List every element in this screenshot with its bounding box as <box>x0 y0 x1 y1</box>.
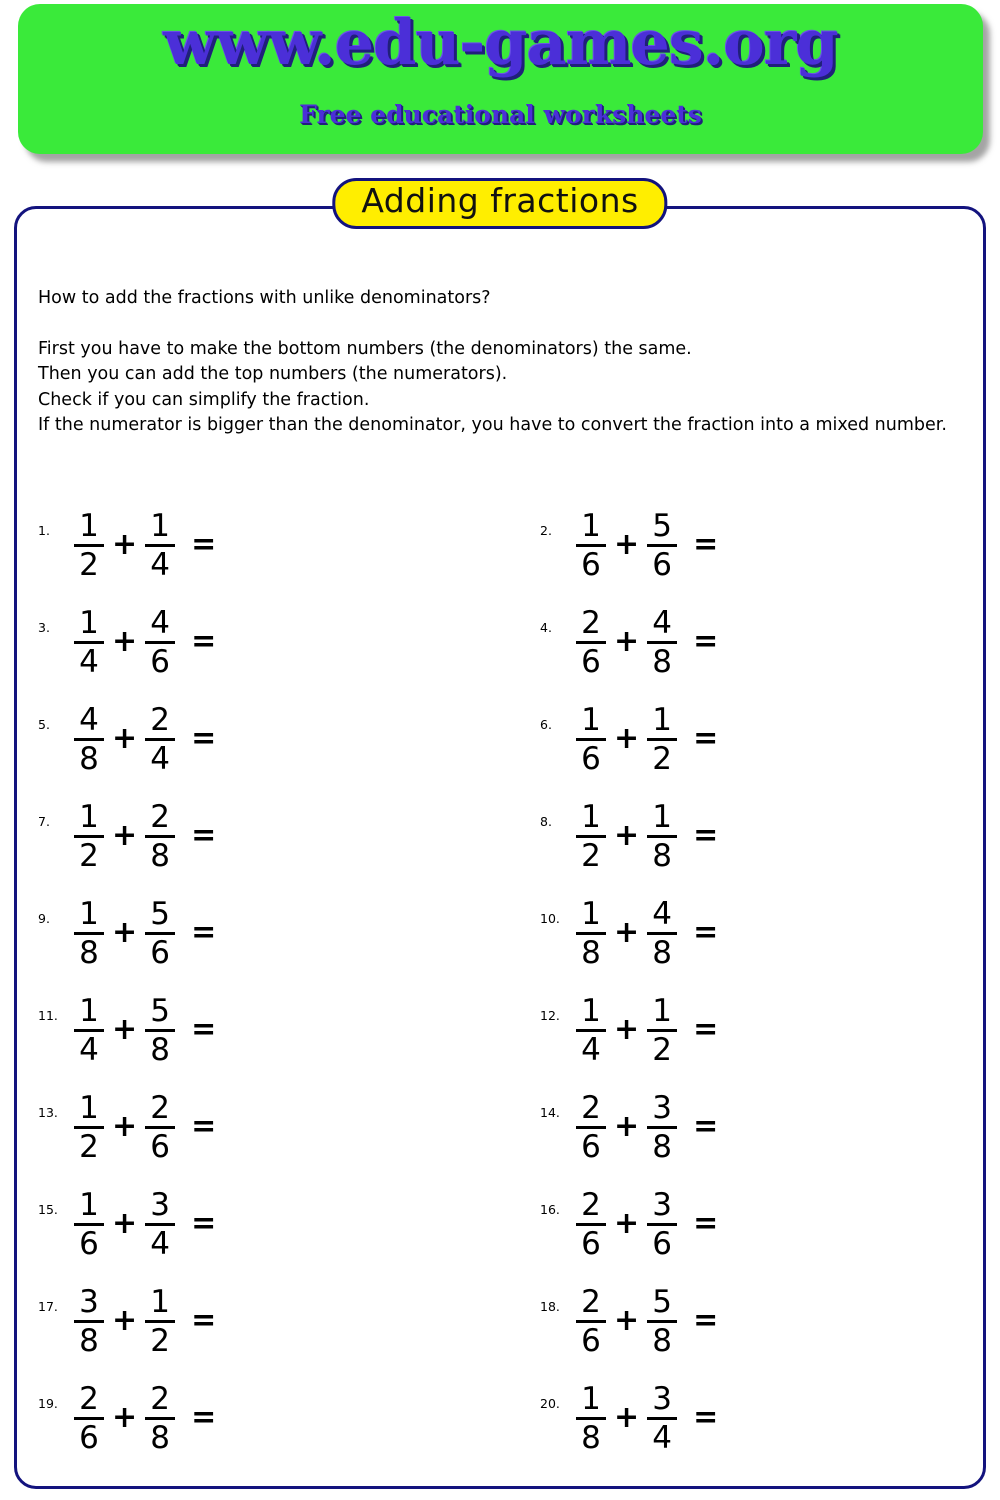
denominator: 6 <box>150 1128 170 1165</box>
fraction-second <box>645 509 679 582</box>
numerator: 1 <box>79 507 99 544</box>
plus-operator: + <box>614 527 640 562</box>
problem-expression <box>72 1281 216 1357</box>
fraction-first <box>72 509 106 582</box>
problem-row <box>0 1087 1000 1184</box>
numerator: 4 <box>79 701 99 738</box>
problem-item[interactable] <box>540 699 718 796</box>
numerator: 3 <box>652 1089 672 1126</box>
plus-operator: + <box>614 1400 640 1435</box>
problem-number: 1. <box>38 523 50 538</box>
equals-sign: = <box>693 1303 719 1338</box>
problem-item[interactable] <box>38 505 216 602</box>
numerator: 4 <box>652 604 672 641</box>
fraction-first <box>72 994 106 1067</box>
denominator: 4 <box>581 1031 601 1068</box>
denominator: 8 <box>79 934 99 971</box>
numerator: 1 <box>581 895 601 932</box>
instructions-step-1: First you have to make the bottom numbers (the denominators) the same. <box>38 338 692 359</box>
denominator: 4 <box>150 1225 170 1262</box>
equals-sign: = <box>693 624 719 659</box>
numerator: 2 <box>79 1380 99 1417</box>
problem-item[interactable] <box>38 990 216 1087</box>
plus-operator: + <box>614 915 640 950</box>
numerator: 1 <box>581 1380 601 1417</box>
denominator: 4 <box>652 1419 672 1456</box>
fraction-first <box>72 800 106 873</box>
problem-row <box>0 1184 1000 1281</box>
plus-operator: + <box>112 1400 138 1435</box>
fraction-second <box>143 1091 177 1164</box>
numerator: 2 <box>150 1089 170 1126</box>
problem-number: 6. <box>540 717 552 732</box>
denominator: 8 <box>150 837 170 874</box>
fraction-second <box>143 1285 177 1358</box>
numerator: 1 <box>581 992 601 1029</box>
problem-expression <box>72 699 216 775</box>
problem-item[interactable] <box>38 699 216 796</box>
equals-sign: = <box>191 721 217 756</box>
denominator: 2 <box>652 740 672 777</box>
site-title: www.edu-games.org <box>163 6 838 79</box>
numerator: 5 <box>150 895 170 932</box>
problem-expression <box>574 1378 718 1454</box>
numerator: 5 <box>150 992 170 1029</box>
equals-sign: = <box>693 1109 719 1144</box>
denominator: 2 <box>79 546 99 583</box>
fraction-second <box>645 800 679 873</box>
problem-row <box>0 796 1000 893</box>
problem-number: 11. <box>38 1008 58 1023</box>
problem-expression <box>72 602 216 678</box>
numerator: 1 <box>79 1089 99 1126</box>
page-title: Adding fractions <box>361 181 639 220</box>
fraction-second <box>143 1188 177 1261</box>
denominator: 8 <box>652 934 672 971</box>
problem-item[interactable] <box>38 1281 216 1378</box>
denominator: 6 <box>79 1419 99 1456</box>
numerator: 2 <box>581 604 601 641</box>
fraction-first <box>72 1382 106 1455</box>
numerator: 1 <box>150 507 170 544</box>
plus-operator: + <box>614 1206 640 1241</box>
problem-number: 15. <box>38 1202 58 1217</box>
fraction-first <box>574 800 608 873</box>
denominator: 2 <box>150 1322 170 1359</box>
fraction-first <box>72 1285 106 1358</box>
equals-sign: = <box>191 818 217 853</box>
numerator: 1 <box>652 701 672 738</box>
problem-row <box>0 893 1000 990</box>
equals-sign: = <box>191 624 217 659</box>
fraction-second <box>645 606 679 679</box>
fraction-second <box>645 897 679 970</box>
fraction-first <box>72 606 106 679</box>
fraction-second <box>645 1382 679 1455</box>
problem-row <box>0 699 1000 796</box>
problem-item[interactable] <box>540 1087 718 1184</box>
problem-number: 12. <box>540 1008 560 1023</box>
plus-operator: + <box>112 915 138 950</box>
denominator: 6 <box>581 740 601 777</box>
problem-expression <box>574 602 718 678</box>
plus-operator: + <box>112 1109 138 1144</box>
instructions-step-2: Then you can add the top numbers (the numerators). <box>38 364 508 384</box>
fraction-second <box>645 1285 679 1358</box>
plus-operator: + <box>614 721 640 756</box>
denominator: 8 <box>652 837 672 874</box>
equals-sign: = <box>191 1109 217 1144</box>
problem-number: 17. <box>38 1299 58 1314</box>
numerator: 1 <box>581 798 601 835</box>
problem-expression <box>574 796 718 872</box>
numerator: 2 <box>581 1186 601 1223</box>
fraction-second <box>143 703 177 776</box>
problem-row <box>0 990 1000 1087</box>
fraction-first <box>574 606 608 679</box>
denominator: 8 <box>581 934 601 971</box>
denominator: 2 <box>652 1031 672 1068</box>
fraction-first <box>574 994 608 1067</box>
problem-expression <box>72 796 216 872</box>
numerator: 5 <box>652 1283 672 1320</box>
fraction-first <box>72 897 106 970</box>
problem-number: 8. <box>540 814 552 829</box>
fraction-first <box>574 509 608 582</box>
problem-expression <box>574 990 718 1066</box>
problem-item[interactable] <box>540 1281 718 1378</box>
numerator: 2 <box>150 1380 170 1417</box>
fraction-second <box>645 1091 679 1164</box>
problem-expression <box>72 1184 216 1260</box>
problem-number: 10. <box>540 911 560 926</box>
plus-operator: + <box>112 721 138 756</box>
numerator: 2 <box>581 1089 601 1126</box>
numerator: 4 <box>652 895 672 932</box>
numerator: 1 <box>79 992 99 1029</box>
problem-number: 20. <box>540 1396 560 1411</box>
denominator: 2 <box>581 837 601 874</box>
worksheet-title-badge <box>332 178 667 229</box>
denominator: 4 <box>150 740 170 777</box>
numerator: 1 <box>581 701 601 738</box>
fraction-second <box>143 1382 177 1455</box>
instructions-step-4: If the numerator is bigger than the denominator, you have to convert the fraction into a mixed number. <box>38 415 947 435</box>
denominator: 8 <box>652 1128 672 1165</box>
problem-item[interactable] <box>38 796 216 893</box>
problem-item[interactable] <box>38 893 216 990</box>
plus-operator: + <box>112 1303 138 1338</box>
numerator: 1 <box>150 1283 170 1320</box>
denominator: 8 <box>652 643 672 680</box>
equals-sign: = <box>191 1303 217 1338</box>
instructions-step-3: Check if you can simplify the fraction. <box>38 389 370 410</box>
equals-sign: = <box>191 1012 217 1047</box>
denominator: 6 <box>652 1225 672 1262</box>
equals-sign: = <box>191 527 217 562</box>
problem-number: 16. <box>540 1202 560 1217</box>
numerator: 1 <box>79 895 99 932</box>
plus-operator: + <box>614 1109 640 1144</box>
problem-expression <box>574 1087 718 1163</box>
problem-expression <box>574 1281 718 1357</box>
plus-operator: + <box>614 1303 640 1338</box>
fraction-second <box>143 606 177 679</box>
numerator: 3 <box>79 1283 99 1320</box>
plus-operator: + <box>112 1012 138 1047</box>
fraction-first <box>574 897 608 970</box>
denominator: 8 <box>581 1419 601 1456</box>
numerator: 1 <box>79 604 99 641</box>
problem-number: 5. <box>38 717 50 732</box>
problem-number: 19. <box>38 1396 58 1411</box>
plus-operator: + <box>614 624 640 659</box>
problem-item[interactable] <box>38 1378 216 1475</box>
problem-number: 9. <box>38 911 50 926</box>
denominator: 4 <box>150 546 170 583</box>
equals-sign: = <box>693 527 719 562</box>
instructions-question: How to add the fractions with unlike denominators? <box>38 288 491 308</box>
problem-expression <box>72 990 216 1066</box>
numerator: 2 <box>150 701 170 738</box>
plus-operator: + <box>112 818 138 853</box>
fraction-first <box>72 1091 106 1164</box>
equals-sign: = <box>191 1400 217 1435</box>
equals-sign: = <box>693 721 719 756</box>
equals-sign: = <box>693 1012 719 1047</box>
fraction-first <box>574 1188 608 1261</box>
numerator: 2 <box>581 1283 601 1320</box>
numerator: 3 <box>652 1186 672 1223</box>
equals-sign: = <box>693 818 719 853</box>
problem-row <box>0 1378 1000 1475</box>
problem-number: 14. <box>540 1105 560 1120</box>
denominator: 6 <box>581 1322 601 1359</box>
problem-item[interactable] <box>38 602 216 699</box>
problem-expression <box>72 1087 216 1163</box>
numerator: 4 <box>150 604 170 641</box>
fraction-first <box>574 1091 608 1164</box>
fraction-first <box>574 703 608 776</box>
denominator: 6 <box>150 643 170 680</box>
numerator: 1 <box>652 798 672 835</box>
denominator: 6 <box>581 546 601 583</box>
problem-row <box>0 505 1000 602</box>
numerator: 3 <box>150 1186 170 1223</box>
denominator: 8 <box>79 1322 99 1359</box>
fraction-second <box>645 703 679 776</box>
problem-number: 13. <box>38 1105 58 1120</box>
instructions <box>38 286 948 439</box>
denominator: 6 <box>581 1128 601 1165</box>
problem-expression <box>72 893 216 969</box>
denominator: 6 <box>79 1225 99 1262</box>
plus-operator: + <box>112 1206 138 1241</box>
fraction-first <box>574 1382 608 1455</box>
numerator: 1 <box>581 507 601 544</box>
problem-item[interactable] <box>38 1087 216 1184</box>
fraction-second <box>143 897 177 970</box>
problem-item[interactable] <box>540 1378 718 1475</box>
problem-number: 18. <box>540 1299 560 1314</box>
denominator: 8 <box>150 1031 170 1068</box>
problem-number: 3. <box>38 620 50 635</box>
equals-sign: = <box>191 915 217 950</box>
problem-item[interactable] <box>540 990 718 1087</box>
plus-operator: + <box>112 527 138 562</box>
site-banner <box>18 4 983 154</box>
problem-expression <box>574 1184 718 1260</box>
fraction-first <box>72 1188 106 1261</box>
numerator: 1 <box>652 992 672 1029</box>
problem-list <box>0 505 1000 1475</box>
site-subtitle: Free educational worksheets <box>299 100 702 129</box>
numerator: 3 <box>652 1380 672 1417</box>
equals-sign: = <box>191 1206 217 1241</box>
denominator: 8 <box>652 1322 672 1359</box>
fraction-second <box>143 994 177 1067</box>
problem-row <box>0 602 1000 699</box>
problem-expression <box>574 505 718 581</box>
plus-operator: + <box>614 1012 640 1047</box>
equals-sign: = <box>693 1206 719 1241</box>
fraction-second <box>143 800 177 873</box>
numerator: 5 <box>652 507 672 544</box>
fraction-first <box>72 703 106 776</box>
denominator: 8 <box>79 740 99 777</box>
denominator: 4 <box>79 643 99 680</box>
denominator: 6 <box>652 546 672 583</box>
numerator: 1 <box>79 1186 99 1223</box>
problem-item[interactable] <box>540 893 718 990</box>
denominator: 4 <box>79 1031 99 1068</box>
fraction-second <box>645 994 679 1067</box>
problem-number: 2. <box>540 523 552 538</box>
problem-item[interactable] <box>38 1184 216 1281</box>
problem-expression <box>72 505 216 581</box>
problem-expression <box>574 699 718 775</box>
fraction-second <box>143 509 177 582</box>
plus-operator: + <box>112 624 138 659</box>
denominator: 2 <box>79 837 99 874</box>
problem-number: 7. <box>38 814 50 829</box>
problem-item[interactable] <box>540 1184 718 1281</box>
problem-item[interactable] <box>540 505 718 602</box>
denominator: 6 <box>581 643 601 680</box>
problem-row <box>0 1281 1000 1378</box>
denominator: 6 <box>150 934 170 971</box>
fraction-second <box>645 1188 679 1261</box>
denominator: 2 <box>79 1128 99 1165</box>
equals-sign: = <box>693 915 719 950</box>
denominator: 8 <box>150 1419 170 1456</box>
problem-expression <box>574 893 718 969</box>
denominator: 6 <box>581 1225 601 1262</box>
plus-operator: + <box>614 818 640 853</box>
numerator: 2 <box>150 798 170 835</box>
problem-expression <box>72 1378 216 1454</box>
numerator: 1 <box>79 798 99 835</box>
problem-item[interactable] <box>540 602 718 699</box>
equals-sign: = <box>693 1400 719 1435</box>
problem-item[interactable] <box>540 796 718 893</box>
problem-number: 4. <box>540 620 552 635</box>
fraction-first <box>574 1285 608 1358</box>
